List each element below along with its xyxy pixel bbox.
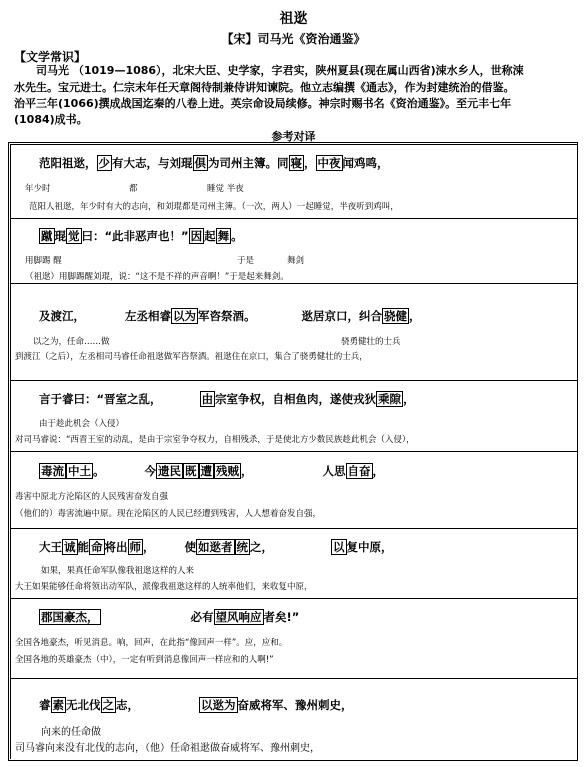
key-word: 乘隙 [378, 392, 402, 406]
key-word: 以 [333, 540, 345, 554]
gloss-note: 向来的任命做 [41, 727, 101, 738]
author-line: 【宋】司马光《资治通鉴》 [221, 32, 366, 46]
passage-block-8 [10, 678, 578, 759]
translation-line: 大王如果能够任命将领出动军队，派像我祖逖这样的人统率他们，来收复中原， [15, 582, 313, 592]
passage-block-3 [10, 283, 578, 381]
gloss-note: 用脚踢 醒 [25, 256, 62, 266]
key-word: 少 [98, 156, 110, 170]
key-word: 俱 [194, 156, 206, 170]
key-word: 如逖者 [198, 540, 233, 554]
key-word: 郡国豪杰， [41, 610, 99, 624]
key-word: 素 [52, 698, 64, 712]
key-word: 残贼 [216, 464, 239, 478]
source-line: 大王 诚 能 命 将出 师 ， 使 如逖者 统 之， 以 复中原， [39, 540, 393, 554]
source-line: 郡国豪杰， 必有 望风响应 者矣!” [41, 610, 300, 624]
document-title: 祖逖 [279, 11, 308, 27]
gloss-note: 于是 [237, 256, 255, 266]
key-word: 自奋 [347, 464, 371, 478]
gloss-note: 舞剑 [287, 256, 305, 266]
key-word: 毒流 [41, 464, 64, 478]
key-word: 命 [91, 540, 103, 554]
translation-line: 司马睿向来没有北伐的志向，（他）任命祖逖做奋威将军、豫州刺史， [15, 743, 320, 754]
gloss-note: 以之为，任命……做 [33, 337, 110, 347]
key-word: 统 [236, 540, 248, 554]
key-word: 诚 [64, 540, 76, 554]
passage-block-5 [10, 451, 578, 529]
gloss-note: 由于趁此机会（入侵） [39, 419, 125, 429]
key-word: 既 [185, 464, 197, 478]
gloss-note: 全国各地豪杰，听见消息。响，回声，在此指“像回声一样”。应，应和。 [15, 638, 288, 648]
source-line: 睿 素 无北伐 之 志， 以逖为 奋威将军、豫州刺史， [39, 698, 353, 712]
key-word: 因 [190, 229, 203, 243]
source-line: 及渡江， 左丞相睿 以为 军咨祭酒。 逖居京口，纠合 骁健 ， [39, 309, 421, 323]
key-word: 寝 [290, 156, 302, 170]
translation-line: 全国各地的英雄豪杰（中），一定有听到消息像回声一样应和的人啊!” [15, 655, 274, 665]
gloss-note: 年少时 [25, 184, 51, 194]
source-line: 毒流 中土 。 今 遗民 既 遭 残贼 ， 人思 自奋 ， [41, 464, 384, 478]
gloss-note: 骁勇健壮的士兵 [341, 337, 401, 347]
knowledge-header: 【文学常识】 [14, 50, 87, 64]
translation-line: （他们的）毒害流遍中原。现在沦陷区的人民已经遭到残害，人人想着奋发自强， [15, 509, 322, 519]
key-word: 遭 [200, 464, 212, 478]
source-line: 范阳祖逖， 少 有大志，与刘琨 俱 为司州主簿。同 寝 ， 中夜 闻鸡鸣， [39, 156, 389, 170]
key-word: 之 [102, 698, 114, 712]
key-word: 骁健 [384, 309, 407, 323]
translation-line: （祖逖）用脚踢醒刘琨，说：“这不是不祥的声音啊！”于是起来舞剑。 [25, 272, 289, 282]
intro-line-4: (1084)成书。 [14, 113, 88, 126]
translation-line: 范阳人祖逖，年少时有大的志向，和刘琨都是司州主簿。（一次，两人）一起睡觉，半夜听到鸡叫， [29, 202, 399, 212]
reference-header: 参考对译 [271, 130, 316, 143]
gloss-note: 毒害中原北方沦陷区的人民残害奋发自强 [15, 492, 169, 502]
passage-block-6 [10, 528, 578, 599]
key-word: 以为 [173, 309, 196, 323]
gloss-note: 睡觉 半夜 [207, 184, 244, 194]
key-word: 中土 [68, 464, 91, 478]
passage-block-7 [10, 598, 578, 679]
passage-block-2 [10, 218, 578, 284]
key-word: 由 [201, 392, 214, 406]
intro-line-1: 司马光 （1019—1086），北宋大臣、史学家，字君实，陕州夏县(现在属山西省)涑水乡人，世称涑 [36, 64, 524, 77]
source-line: 蹴 琨 觉 曰：“此非恶声也！” 因 起 舞 。 [41, 229, 243, 243]
key-word: 以逖为 [201, 698, 236, 712]
source-line: 言于睿曰：“晋室之乱， 由 宗室争权，自相鱼肉，遂使戎狄 乘隙 ， [39, 392, 415, 406]
key-word: 望风响应 [215, 610, 262, 624]
passage-block-4 [10, 380, 578, 452]
translation-line: 到渡江（之后），左丞相司马睿任命祖逖做军咨祭酒。祖逖住在京口，集合了骁勇健壮的士兵， [15, 352, 368, 362]
key-word: 遗民 [158, 464, 181, 478]
gloss-note: 都 [129, 184, 138, 194]
key-word: 蹴 [41, 229, 53, 243]
intro-line-2: 水先生。宝元进士。仁宗末年任天章阁待制兼侍讲知谏院。他立志编撰《通志》，作为封建统治的借鉴。 [14, 81, 515, 94]
translation-line: 对司马睿说：“西晋王室的动乱，是由于宗室争夺权力，自相残杀，于是使北方少数民族趁此机会（入侵）， [15, 435, 415, 445]
key-word: 舞 [217, 229, 230, 243]
key-word: 觉 [68, 229, 80, 243]
intro-line-3: 治平三年(1066)撰成战国迄秦的八卷上进。英宗命设局续修。神宗时赐书名《资治通鉴》。至元丰七年 [14, 97, 512, 110]
key-word: 师 [129, 540, 141, 554]
passage-block-1 [10, 144, 578, 219]
gloss-note: 如果，果真任命军队像我祖逖这样的人来 [41, 566, 195, 576]
key-word: 中夜 [317, 156, 341, 170]
